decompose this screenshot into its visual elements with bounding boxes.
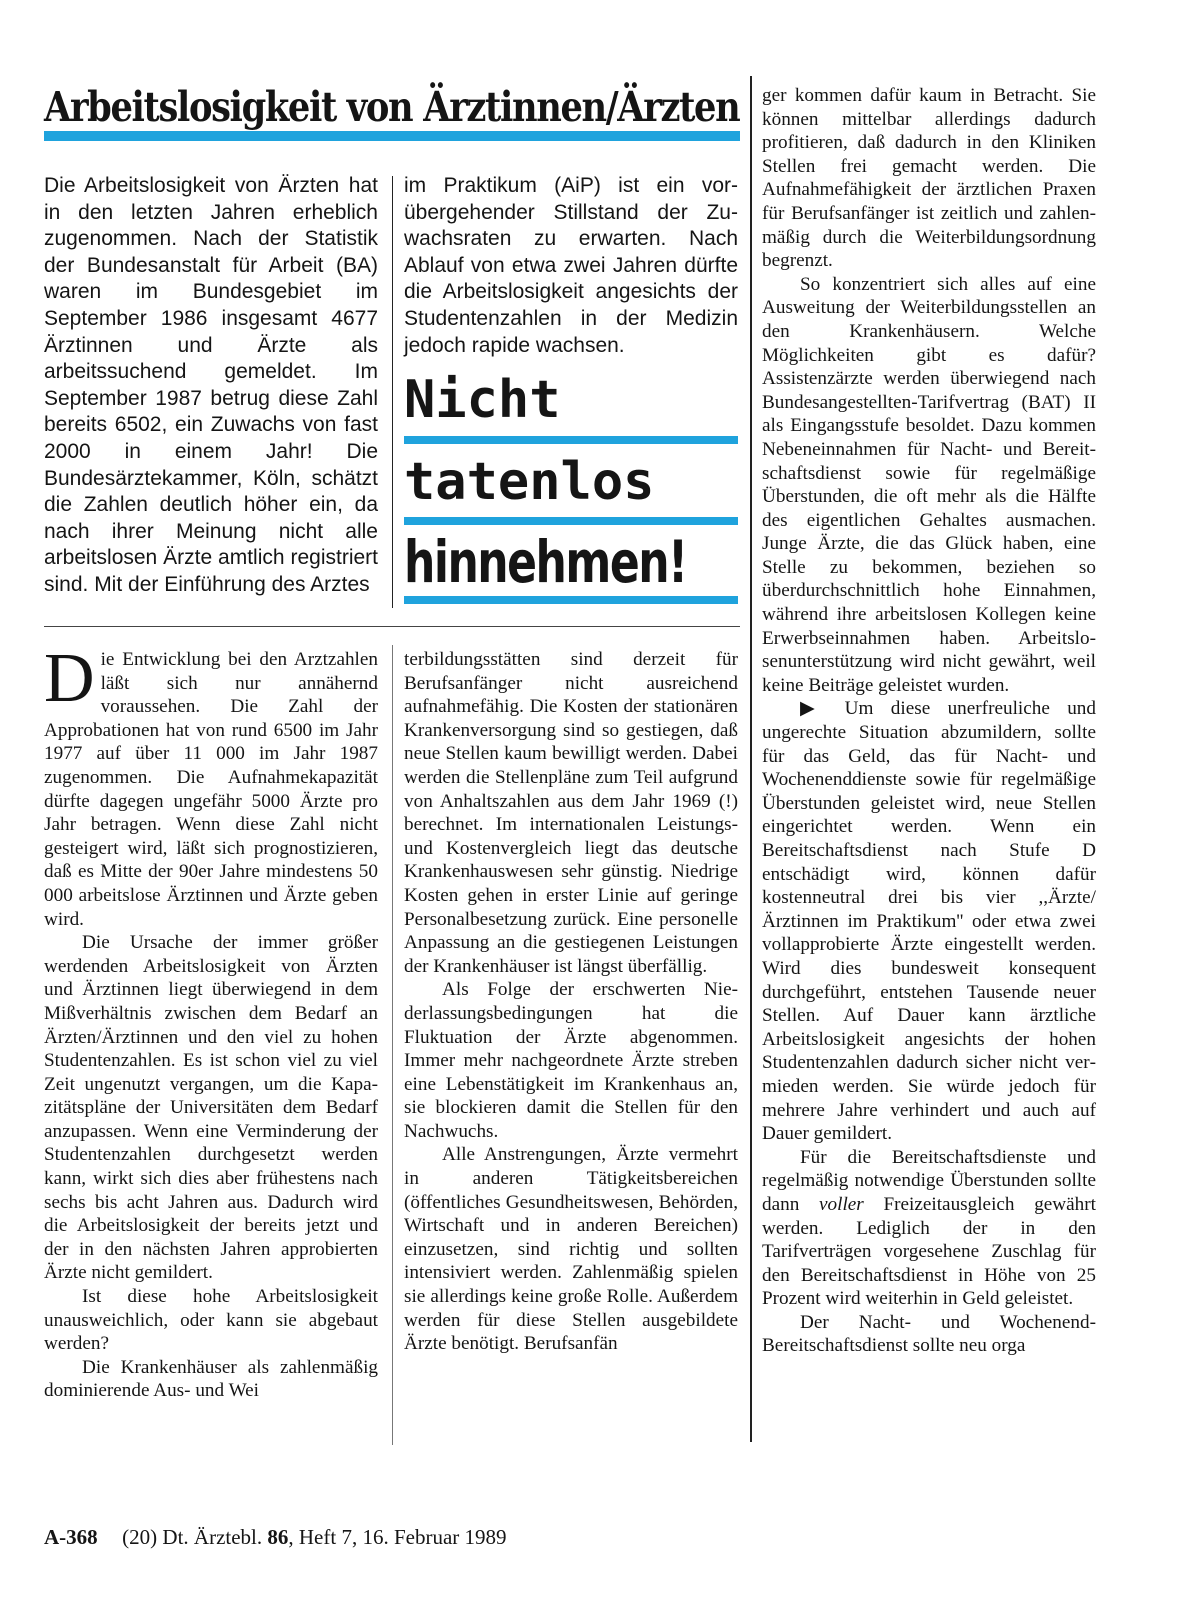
intro-bottom-rule bbox=[44, 626, 740, 627]
column-rule-intro bbox=[392, 176, 393, 608]
intro-text-left: Die Arbeitslosigkeit von Ärzten hat in den letzten Jahren erheblich zugenommen. Nach der Statistik der Bundesanstalt für Arbeit (BA) waren im Bundesgebiet im September 1986 insgesamt 4677 Ärztinnen und Ärzte als arbeitssuchend gemeldet. Im September 1987 betrug diese Zahl bereits 6502, ein Zuwachs von fast 2000 in einem Jahr! Die Bundesärztekammer, Köln, schätzt die Zahlen deutlich höher ein, da nach ihrer Meinung nicht alle arbeitslosen Ärzte amtlich registriert sind. Mit der Einführung des Arztes bbox=[44, 174, 378, 596]
paragraph: Die Krankenhäuser als zahlenmäßig dominierende Aus- und Wei bbox=[44, 1356, 378, 1402]
paragraph: ger kommen dafür kaum in Betracht. Sie können mittelbar allerdings dadurch profitieren, daß dadurch in den Kliniken Stellen frei gemacht werden. Die Aufnahmefähigkeit der ärztlichen Praxen für Berufsanfänger ist zeitlich und zahlenmäßig durch die Weiterbildungsordnung begrenzt. bbox=[762, 85, 1096, 272]
intro-text-right: im Praktikum (AiP) ist ein vorübergehender Stillstand der Zuwachsraten zu erwarten. Nach Ablauf von etwa zwei Jahren dürfte die Arbeitslosigkeit angesichts der Studentenzahlen in der Medizin jedoch rapide wachsen. bbox=[404, 174, 738, 357]
headline-line-1: Nicht bbox=[404, 370, 561, 430]
paragraph: Der Nacht- und Wochenend-Bereitschaftsdienst sollte neu orga bbox=[762, 1311, 1096, 1357]
emphasis: voller bbox=[819, 1193, 864, 1215]
headline-line-3: hinnehmen! bbox=[404, 528, 687, 596]
paragraph: ▶ Um diese unerfreuliche und ungerechte Situation abzumildern, sollte für das Geld, das für Nacht- und Wochenenddienste sowie für regelmäßige Überstunden geleistet wird, neue Stellen eingerichtet werden. Wenn ein Bereitschaftsdienst nach Stufe D entschädigt wird, können dafür kostenneutral drei bis vier ,,Ärzte/Ärztinnen im Praktikum'' oder etwa zwei vollapprobierte Ärzte eingestellt werden. Wird dies bundesweit konsequent durchgeführt, entstehen Tausende neuer Stellen. Auf Dauer kann ärztliche Arbeitslosigkeit angesichts der hohen Studentenzahlen dadurch sicher nicht vermieden werden. Sie würde jedoch für mehrere Jahre verhindert und auch auf Dauer gemildert. bbox=[762, 698, 1096, 1145]
issue-date: , Heft 7, 16. Februar 1989 bbox=[288, 1525, 507, 1549]
paragraph: So konzentriert sich alles auf eine Ausweitung der Weiterbildungsstellen an den Krankenhäusern. Welche Möglichkeiten gibt es dafür? Assistenzärzte werden überwiegend nach Bundesangestellten-Tarifvertrag (BAT) II als Eingangsstufe besoldet. Dazu kommen Nebeneinnahmen für Nacht- und Bereitschaftsdienst sowie für regelmäßige Überstunden, die oft mehr als die Hälfte des eigentlichen Gehaltes ausmachen. Junge Ärzte, die das Glück haben, eine Stelle zu bekommen, beziehen so überdurchschnittlich hohe Einnahmen, während ihre arbeitslosen Kollegen keine Erwerbseinnahmen haben. Arbeitslosenunterstützung wird nicht gewährt, weil keine Beiträge geleistet wurden. bbox=[762, 273, 1096, 696]
paragraph: Alle Anstrengungen, Ärzte vermehrt in anderen Tätigkeitsbereichen (öffentliches Gesundheitswesen, Behörden, Wirtschaft und in anderen Bereichen) einzusetzen, sind richtig und sollten intensiviert werden. Zahlenmäßig spielen sie allerdings keine große Rolle. Außerdem werden für diese Stellen ausgebildete Ärzte benötigt. Berufsanfän bbox=[404, 1144, 738, 1355]
paragraph: Für die Bereitschaftsdienste und regelmäßig notwendige Überstunden sollte dann voller Freizeitausgleich gewährt werden. Lediglich der in den Tarifverträgen vorgesehene Zuschlag für den Bereitschaftsdienst in Höhe von 25 Prozent wird weiterhin in Geld geleistet. bbox=[762, 1146, 1096, 1310]
page-number: A-368 bbox=[44, 1525, 98, 1549]
headline-bar-2 bbox=[404, 517, 738, 525]
article-title: Arbeitslosigkeit von Ärztinnen/Ärzten bbox=[44, 83, 740, 131]
headline-bar-1 bbox=[404, 436, 738, 444]
body-column-3 bbox=[762, 84, 1096, 1358]
paragraph: terbildungsstätten sind derzeit für Berufsanfänger nicht ausreichend aufnahmefähig. Die Kosten der stationären Krankenversorgung sind so gestiegen, daß neue Stellen kaum bewilligt werden. Dabei werden die Stellenpläne zum Teil aufgrund von Anhaltszahlen aus dem Jahr 1969 (!) berechnet. Im internationalen Leistungs- und Kostenvergleich liegt das deutsche Krankenhauswesen sehr günstig. Niedrige Kosten gehen in erster Linie auf geringe Personalbesetzung zurück. Eine personelle Anpassung an die gestiegenen Leistungen der Krankenhäuser ist längst überfällig. bbox=[404, 649, 738, 977]
paragraph: Ist diese hohe Arbeitslosigkeit unausweichlich, oder kann sie abgebaut werden? bbox=[44, 1286, 378, 1355]
title-underline-bar bbox=[44, 131, 740, 141]
paragraph: Die Entwicklung bei den Arztzahlen läßt sich nur annähernd voraussehen. Die Zahl der Approbationen hat von rund 6500 im Jahr 1977 auf über 11 000 im Jahr 1987 zugenommen. Die Aufnahmekapazität dürfte dagegen ungefähr 5000 Ärzte pro Jahr betragen. Wenn diese Zahl nicht gesteigert wird, läßt sich prognostizieren, daß es Mitte der 90er Jahre mindestens 50 000 arbeitslose Ärztinnen und Ärzte geben wird. bbox=[44, 640, 378, 930]
headline-bar-3 bbox=[404, 596, 738, 604]
paragraph: Die Ursache der immer größer werdenden Arbeitslosigkeit von Ärzten und Ärztinnen liegt überwiegend in dem Mißverhältnis zwischen dem Bedarf an Ärzten/Ärztinnen und den viel zu hohen Studentenzahlen. Es ist schon viel zu viel Zeit ungenutzt vergangen, um die Kapazitätspläne der Universitäten dem Bedarf anzupassen. Wenn eine Verminderung der Studentenzahlen durchgesetzt werden kann, wirkt sich dies aber frühestens nach sechs bis acht Jahren aus. Dadurch wird die Arbeitslosigkeit der bereits jetzt und der in den nächsten Jahren approbierten Ärzte nicht gemildert. bbox=[44, 932, 378, 1284]
drop-cap: D bbox=[44, 640, 95, 717]
page-footer bbox=[44, 1525, 507, 1550]
body-column-2 bbox=[404, 648, 738, 1356]
column-rule-body bbox=[392, 645, 393, 1445]
body-column-1 bbox=[44, 640, 378, 1403]
headline-line-2: tatenlos bbox=[404, 452, 655, 512]
column-rule-right bbox=[750, 76, 752, 1442]
volume-number: 86 bbox=[267, 1525, 289, 1549]
paragraph: Als Folge der erschwerten Niederlassungsbedingungen hat die Fluktuation der Ärzte abgenommen. Immer mehr nachgeordnete Ärzte streben eine Lebenstätigkeit im Krankenhaus an, sie blockieren damit die Stellen für den Nachwuchs. bbox=[404, 979, 738, 1142]
citation: (20) Dt. Ärztebl. bbox=[122, 1525, 268, 1549]
